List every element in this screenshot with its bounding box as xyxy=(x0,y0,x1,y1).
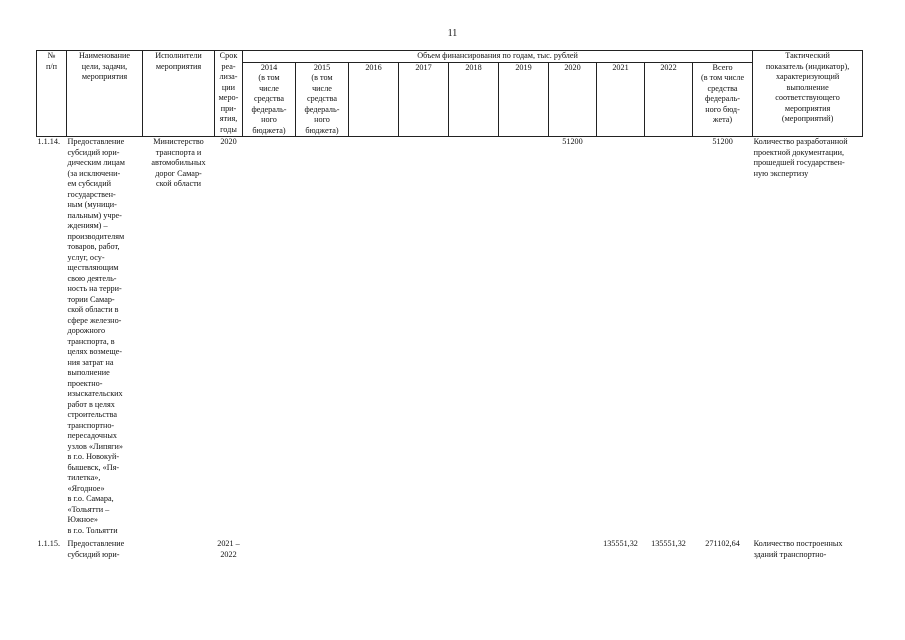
row-indicator: Количество разработанной проектной документации, прошедшей государствен- ную экспертизу xyxy=(753,137,848,178)
header-executor: Исполнители мероприятия xyxy=(143,51,215,137)
row-value-2015 xyxy=(296,536,349,560)
header-name: Наименование цели, задачи, мероприятия xyxy=(67,51,143,137)
header-term: Срок реа- лиза- ции меро- при- ятия, годы xyxy=(215,51,243,137)
row-value-2022: 135551,32 xyxy=(651,539,686,548)
row-name: Предоставление субсидий юри- xyxy=(67,539,125,559)
row-value-2018 xyxy=(449,137,499,537)
header-total: Всего (в том числе средства федераль- ного бюд- жета) xyxy=(693,62,753,137)
table-row xyxy=(37,137,863,537)
header-year-2020: 2020 xyxy=(549,62,597,137)
row-value-2022 xyxy=(645,137,693,537)
row-value-2020 xyxy=(549,536,597,560)
program-table xyxy=(36,50,863,560)
row-value-2018 xyxy=(449,536,499,560)
row-value-2017 xyxy=(399,137,449,537)
row-value-2014 xyxy=(243,137,296,537)
row-term: 2021 – 2022 xyxy=(217,539,240,559)
row-value-2019 xyxy=(499,137,549,537)
row-num: 1.1.14. xyxy=(37,137,61,146)
row-value-2021: 135551,32 xyxy=(603,539,638,548)
row-name: Предоставление субсидий юри- дическим лицам (за исключени- ем субсидий государствен- ным (муници- пальным) учре- ждениям) – производителям товаров, работ, услуг, осу- ществляющим свою деятель- ность на терри- тории Самар- ской области в сфере железно- дорожного транспорта, в целях возмеще- ния затрат на выполнение проектно- изыскательских работ в целях строительства транспортно- пересадочных узлов «Липяги» в г.о. Новокуй- бышевск, «Пя- тилетка», «Ягодное» в г.о. Самара, «Тольятти – Южное» в г.о. Тольятти xyxy=(67,137,125,535)
header-indicator: Тактический показатель (индикатор), характеризующий выполнение соответствующего мероприятия (мероприятий) xyxy=(753,51,863,137)
header-year-2022: 2022 xyxy=(645,62,693,137)
header-year-2018: 2018 xyxy=(449,62,499,137)
row-indicator: Количество построенных зданий транспортно- xyxy=(753,539,843,559)
row-value-2014 xyxy=(243,536,296,560)
row-term: 2020 xyxy=(220,137,237,146)
header-year-2015: 2015 (в том числе средства федераль- ного бюджета) xyxy=(296,62,349,137)
header-financing: Объем финансирования по годам, тыс. рублей xyxy=(243,51,753,63)
page-number: 11 xyxy=(447,28,458,39)
row-total: 51200 xyxy=(712,137,733,146)
header-year-2021: 2021 xyxy=(597,62,645,137)
row-value-2016 xyxy=(349,536,399,560)
row-num: 1.1.15. xyxy=(37,539,61,548)
header-year-2014: 2014 (в том числе средства федераль- ного бюджета) xyxy=(243,62,296,137)
row-value-2016 xyxy=(349,137,399,537)
header-num: № п/п xyxy=(37,51,67,137)
row-value-2020: 51200 xyxy=(562,137,583,146)
row-value-2015 xyxy=(296,137,349,537)
row-total: 271102,64 xyxy=(705,539,740,548)
row-executor: Министерство транспорта и автомобильных дорог Самар- ской области xyxy=(151,137,206,188)
row-value-2017 xyxy=(399,536,449,560)
row-value-2019 xyxy=(499,536,549,560)
row-value-2021 xyxy=(597,137,645,537)
row-executor xyxy=(143,536,215,560)
header-year-2019: 2019 xyxy=(499,62,549,137)
header-year-2017: 2017 xyxy=(399,62,449,137)
header-year-2016: 2016 xyxy=(349,62,399,137)
table-row xyxy=(37,536,863,560)
